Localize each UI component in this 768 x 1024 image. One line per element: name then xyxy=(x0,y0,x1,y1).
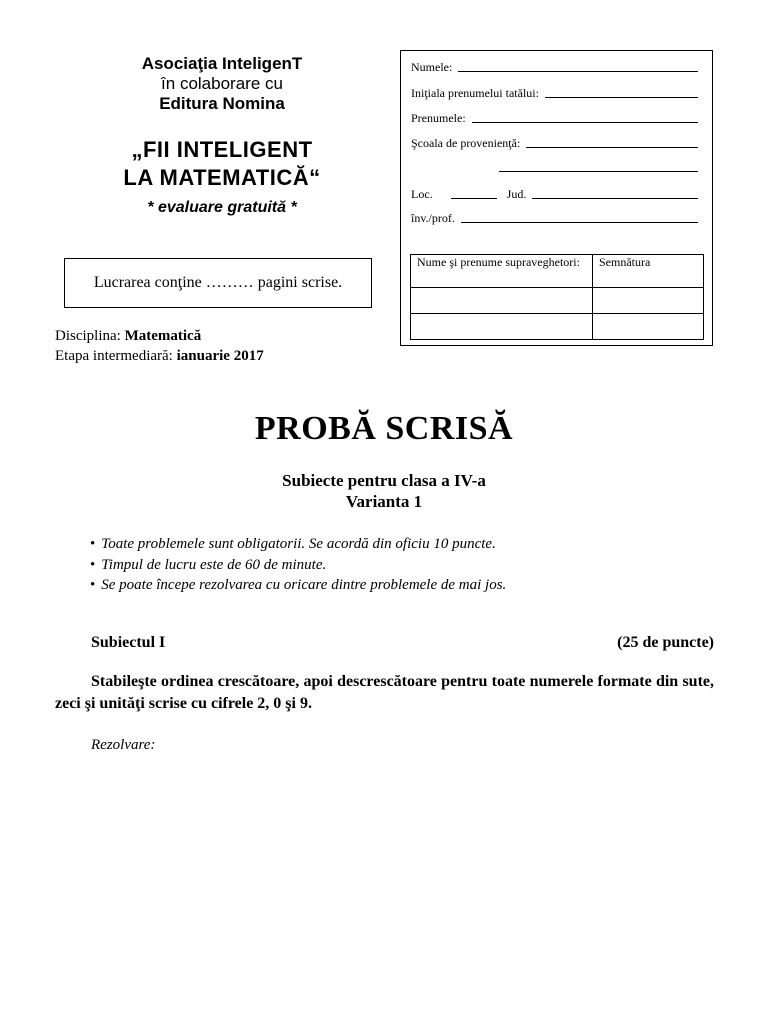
first-name-row xyxy=(411,108,698,126)
subject-1-heading: Subiectul I xyxy=(91,634,166,651)
exam-variant: Varianta 1 xyxy=(345,492,423,511)
supervisor-signature-cell[interactable] xyxy=(593,288,704,314)
organizer-block xyxy=(60,54,384,114)
name-row xyxy=(411,57,698,75)
supervisor-signature-cell[interactable] xyxy=(593,314,704,340)
name-label: Numele: xyxy=(411,60,453,74)
exam-subtitle: Subiecte pentru clasa a IV-a xyxy=(282,471,486,490)
rule-item: • Timpul de lucru este de 60 de minute. xyxy=(90,555,506,576)
father-initial-field[interactable] xyxy=(545,97,698,98)
school-row xyxy=(411,133,698,151)
publisher-name: Editura Nomina xyxy=(159,94,285,113)
supervisor-row xyxy=(411,314,704,340)
supervisors-header-row xyxy=(411,255,704,288)
contest-title-line1: „FII INTELIGENT xyxy=(131,137,313,162)
subject-1-points: (25 de puncte) xyxy=(617,634,714,651)
loc-field[interactable] xyxy=(451,198,497,199)
organizer-name: Asociaţia InteligenT xyxy=(141,54,303,73)
supervisor-row xyxy=(411,288,704,314)
teacher-row xyxy=(411,208,698,226)
teacher-field[interactable] xyxy=(461,222,698,223)
discipline-label: Disciplina: xyxy=(55,328,121,344)
exam-subtitle-block xyxy=(0,470,768,512)
subject-1-task: Stabileşte ordinea crescătoare, apoi descrescătoare pentru toate numerele formate din sute, zeci şi unităţi scrise cu cifrele 2, 0 şi 9. xyxy=(55,673,714,712)
rule-item: • Toate problemele sunt obligatorii. Se acordă din oficiu 10 puncte. xyxy=(90,534,506,555)
school-field-continued[interactable] xyxy=(499,171,698,172)
student-info-box xyxy=(400,50,713,346)
contest-title-line2: LA MATEMATICĂ“ xyxy=(123,165,321,190)
stage-value: ianuarie 2017 xyxy=(176,348,264,364)
jud-label: Jud. xyxy=(506,187,527,201)
first-name-field[interactable] xyxy=(472,122,698,123)
jud-field[interactable] xyxy=(532,198,698,199)
page-count-box xyxy=(64,258,372,308)
rule-item: • Se poate începe rezolvarea cu oricare dintre problemele de mai jos. xyxy=(90,575,506,596)
loc-label: Loc. xyxy=(411,187,433,201)
exam-title: PROBĂ SCRISĂ xyxy=(254,410,514,447)
father-initial-label: Iniţiala prenumelui tatălui: xyxy=(411,86,539,100)
stage-label: Etapa intermediară: xyxy=(55,348,173,364)
discipline-value: Matematică xyxy=(124,328,202,344)
school-field[interactable] xyxy=(526,147,698,148)
discipline-line xyxy=(55,326,264,346)
collaboration-text: în colaborare cu xyxy=(161,74,283,93)
first-name-label: Prenumele: xyxy=(411,111,466,125)
name-field[interactable] xyxy=(458,71,698,72)
discipline-block xyxy=(55,326,264,366)
supervisors-table xyxy=(410,254,704,340)
stage-line xyxy=(55,346,264,366)
school-row-continued xyxy=(411,157,698,175)
father-initial-row xyxy=(411,83,698,101)
teacher-label: înv./prof. xyxy=(411,211,455,225)
evaluation-note: * evaluare gratuită * xyxy=(147,199,297,216)
solution-label: Rezolvare: xyxy=(91,737,156,753)
school-label: Şcoala de provenienţă: xyxy=(411,136,521,150)
supervisor-name-cell[interactable] xyxy=(411,288,593,314)
location-row xyxy=(411,184,698,202)
contest-title xyxy=(60,136,384,192)
page-count-text: Lucrarea conţine ……… pagini scrise. xyxy=(93,274,343,291)
rules-list xyxy=(90,534,506,596)
supervisor-name-cell[interactable] xyxy=(411,314,593,340)
signature-header: Semnătura xyxy=(593,255,704,288)
supervisors-header: Nume şi prenume supraveghetori: xyxy=(411,255,593,288)
